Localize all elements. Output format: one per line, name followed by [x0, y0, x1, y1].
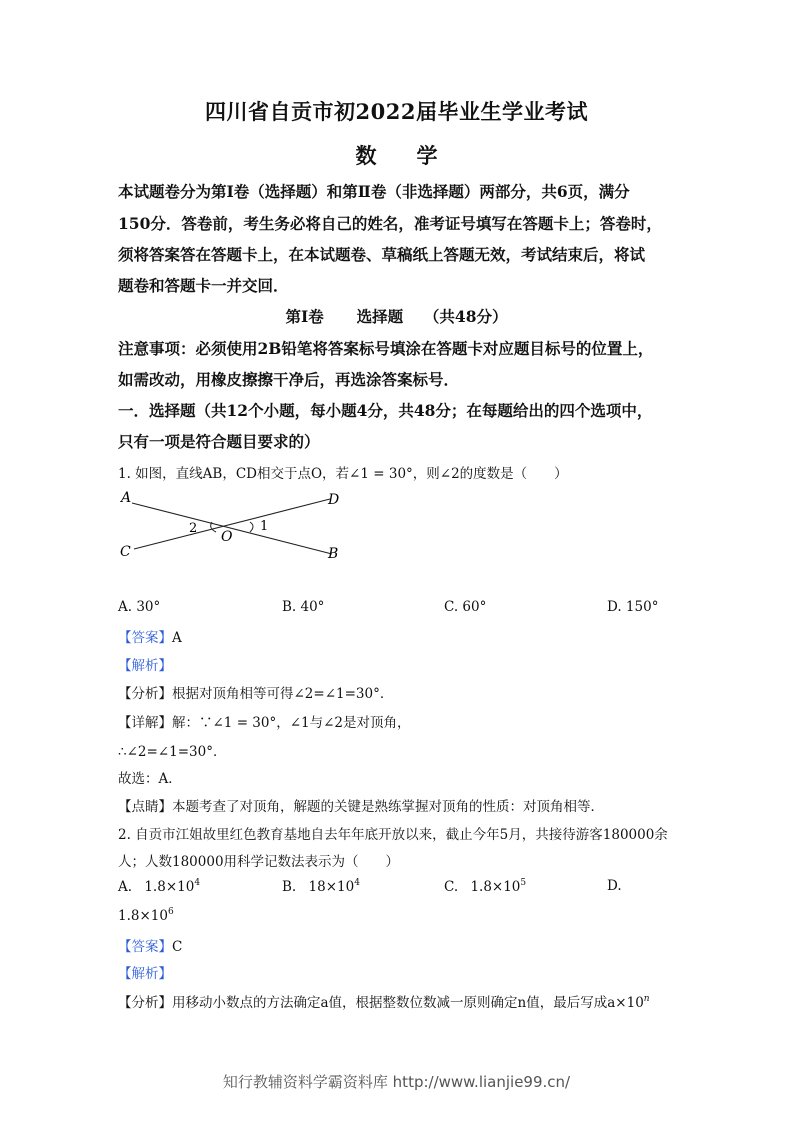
option-label: C. [444, 879, 459, 895]
section-heading-b: 选择题 [356, 307, 404, 326]
q2-stem-line-2: 人；人数180000用科学记数法表示为（ ） [118, 854, 400, 870]
angle-1-arc [250, 522, 253, 532]
q1-dianjing [118, 795, 604, 815]
q1-therefore: ∴∠2=∠1=30°． [118, 744, 227, 760]
part-line-2: 只有一项是符合题目要求的） [118, 432, 320, 451]
intro-line-4: 题卷和答题卡一并交回． [118, 276, 289, 295]
page-title: 四川省自贡市初2022届毕业生学业考试 [205, 99, 588, 124]
label-o: O [221, 529, 233, 545]
q2-stem-line-1: 2. 自贡市江姐故里红色教育基地自去年年底开放以来，截止今年5月，共接待游客180000余 [118, 827, 668, 843]
fenxi-exponent: n [643, 994, 650, 1004]
intro-line-3: 须将答案答在答题卡上，在本试题卷、草稿纸上答题无效，考试结束后，将试 [118, 245, 646, 264]
option-base: 18×10 [308, 879, 355, 895]
label-c: C [120, 544, 131, 560]
q2-option-b [282, 878, 360, 895]
notice-line-1: 注意事项：必须使用2B铅笔将答案标号填涂在答题卡对应题目标号的位置上， [118, 339, 654, 358]
label-a: A [121, 490, 132, 506]
q1-option-c: C. 60° [444, 599, 487, 615]
xiangjie-text: 解：∵∠1 = 30°，∠1与∠2是对顶角， [172, 715, 411, 731]
answer-tag: 【答案】 [118, 630, 172, 646]
fenxi-tag: 【分析】 [118, 995, 172, 1011]
label-angle-2: 2 [189, 521, 198, 536]
label-b: B [328, 546, 339, 562]
section-heading-c: （共48分） [423, 307, 508, 326]
q1-option-b: B. 40° [282, 599, 325, 615]
intro-line-1: 本试题卷分为第Ⅰ卷（选择题）和第Ⅱ卷（非选择题）两部分，共6页，满分 [118, 182, 630, 201]
answer-value: C [172, 939, 183, 955]
option-exponent: 6 [167, 907, 174, 917]
label-d: D [328, 492, 340, 508]
q1-choice: 故选：A． [118, 771, 182, 787]
footer-watermark: 知行教辅资料学霸资料库 http://www.lianjie99.cn/ [222, 1073, 571, 1091]
xiangjie-tag: 【详解】 [118, 715, 172, 731]
q1-figure [112, 484, 352, 568]
answer-tag: 【答案】 [118, 939, 172, 955]
q2-option-c [444, 878, 526, 895]
option-exponent: 5 [520, 878, 527, 888]
option-base: 1.8×10 [470, 879, 521, 895]
q1-analysis-tag: 【解析】 [118, 658, 172, 674]
option-base: 1.8×10 [118, 908, 168, 924]
q1-stem: 1. 如图，直线AB，CD相交于点O，若∠1 = 30°，则∠2的度数是（ ） [118, 466, 568, 482]
q1-xiangjie [118, 711, 411, 731]
subject-heading [0, 140, 793, 170]
q2-fenxi [118, 991, 650, 1011]
q2-answer [118, 935, 182, 955]
q2-option-a [118, 878, 200, 895]
fenxi-tag: 【分析】 [118, 686, 172, 702]
section-heading-a: 第Ⅰ卷 [285, 307, 324, 326]
option-exponent: 4 [194, 878, 201, 888]
notice-line-2: 如需改动，用橡皮擦擦干净后，再选涂答案标号． [118, 370, 460, 389]
q1-answer [118, 626, 182, 646]
q2-analysis-tag: 【解析】 [118, 966, 172, 982]
part-line-1: 一．选择题（共12个小题，每小题4分，共48分；在每题给出的四个选项中， [118, 401, 653, 420]
q1-option-d: D. 150° [607, 599, 659, 615]
fenxi-text: 根据对顶角相等可得∠2=∠1=30°． [172, 686, 394, 702]
q1-option-a: A. 30° [118, 599, 161, 615]
subject-char-1: 数 [355, 143, 377, 168]
intro-line-2: 150分．答卷前，考生务必将自己的姓名，准考证号填写在答题卡上；答卷时， [118, 214, 662, 233]
subject-char-2: 学 [416, 143, 438, 168]
q2-option-d-value [118, 907, 174, 924]
dianjing-tag: 【点睛】 [118, 799, 172, 815]
answer-value: A [172, 630, 182, 646]
section-heading [0, 305, 793, 327]
fenxi-text: 用移动小数点的方法确定a值，根据整数位数减一原则确定n值，最后写成a×10 [172, 995, 644, 1011]
dianjing-text: 本题考查了对顶角，解题的关键是熟练掌握对顶角的性质：对顶角相等． [172, 799, 604, 815]
option-label: A. [118, 879, 133, 895]
label-angle-1: 1 [260, 519, 269, 534]
option-base: 1.8×10 [144, 879, 195, 895]
q1-fenxi [118, 682, 393, 702]
option-exponent: 4 [354, 878, 360, 888]
option-label: B. [282, 879, 297, 895]
q2-option-d-label: D. [607, 878, 622, 894]
